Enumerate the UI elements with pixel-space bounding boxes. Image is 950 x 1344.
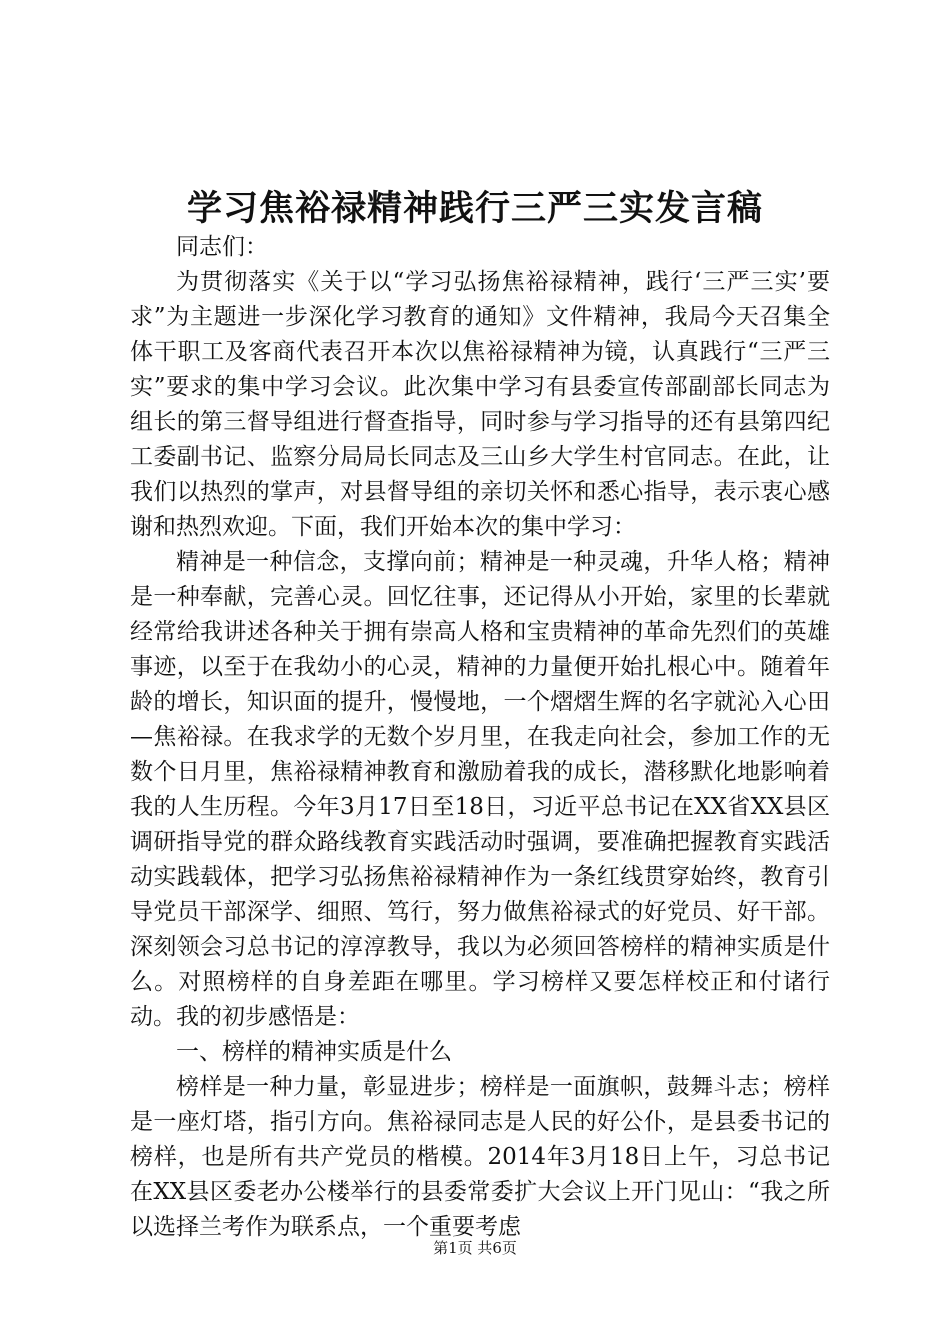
page-footer: 第1页 共6页 [433, 1239, 517, 1257]
document-title: 学习焦裕禄精神践行三严三实发言稿 [186, 188, 763, 229]
document-body [130, 230, 830, 1245]
paragraph-intro: 为贯彻落实《关于以“学习弘扬焦裕禄精神，践行‘三严三实’要求”为主题进一步深化学习教育的通知》文件精神，我局今天召集全体干职工及客商代表召开本次以焦裕禄精神为镜，认真践行“三严三实”要求的集中学习会议。此次集中学习有县委宣传部副部长同志为组长的第三督导组进行督查指导，同时参与学习指导的还有县第四纪工委副书记、监察分局局长同志及三山乡大学生村官同志。在此，让我们以热烈的掌声，对县督导组的亲切关怀和悉心指导，表示衷心感谢和热烈欢迎。下面，我们开始本次的集中学习： [130, 269, 830, 540]
paragraph-spirit: 精神是一种信念，支撑向前；精神是一种灵魂，升华人格；精神是一种奉献，完善心灵。回忆往事，还记得从小开始，家里的长辈就经常给我讲述各种关于拥有崇高人格和宝贵精神的革命先烈们的英雄事迹，以至于在我幼小的心灵，精神的力量便开始扎根心中。随着年龄的增长，知识面的提升，慢慢地，一个熠熠生辉的名字就沁入心田—焦裕禄。在我求学的无数个岁月里，在我走向社会，参加工作的无数个日月里，焦裕禄精神教育和激励着我的成长，潜移默化地影响着我的人生历程。今年3月17日至18日，习近平总书记在XX省XX县区调研指导党的群众路线教育实践活动时强调，要准确把握教育实践活动实践载体，把学习弘扬焦裕禄精神作为一条红线贯穿始终，教育引导党员干部深学、细照、笃行，努力做焦裕禄式的好党员、好干部。深刻领会习总书记的淳淳教导，我以为必须回答榜样的精神实质是什么。对照榜样的自身差距在哪里。学习榜样又要怎样校正和付诸行动。我的初步感悟是： [130, 549, 830, 1030]
paragraph-role-model: 榜样是一种力量，彰显进步；榜样是一面旗帜，鼓舞斗志；榜样是一座灯塔，指引方向。焦裕禄同志是人民的好公仆，是县委书记的榜样，也是所有共产党员的楷模。2014年3月18日上午，习总书记在XX县区委老办公楼举行的县委常委扩大会议上开门见山：“我之所以选择兰考作为联系点，一个重要考虑 [130, 1074, 830, 1240]
section-heading-1: 一、榜样的精神实质是什么 [176, 1039, 452, 1065]
salutation: 同志们： [176, 234, 268, 260]
